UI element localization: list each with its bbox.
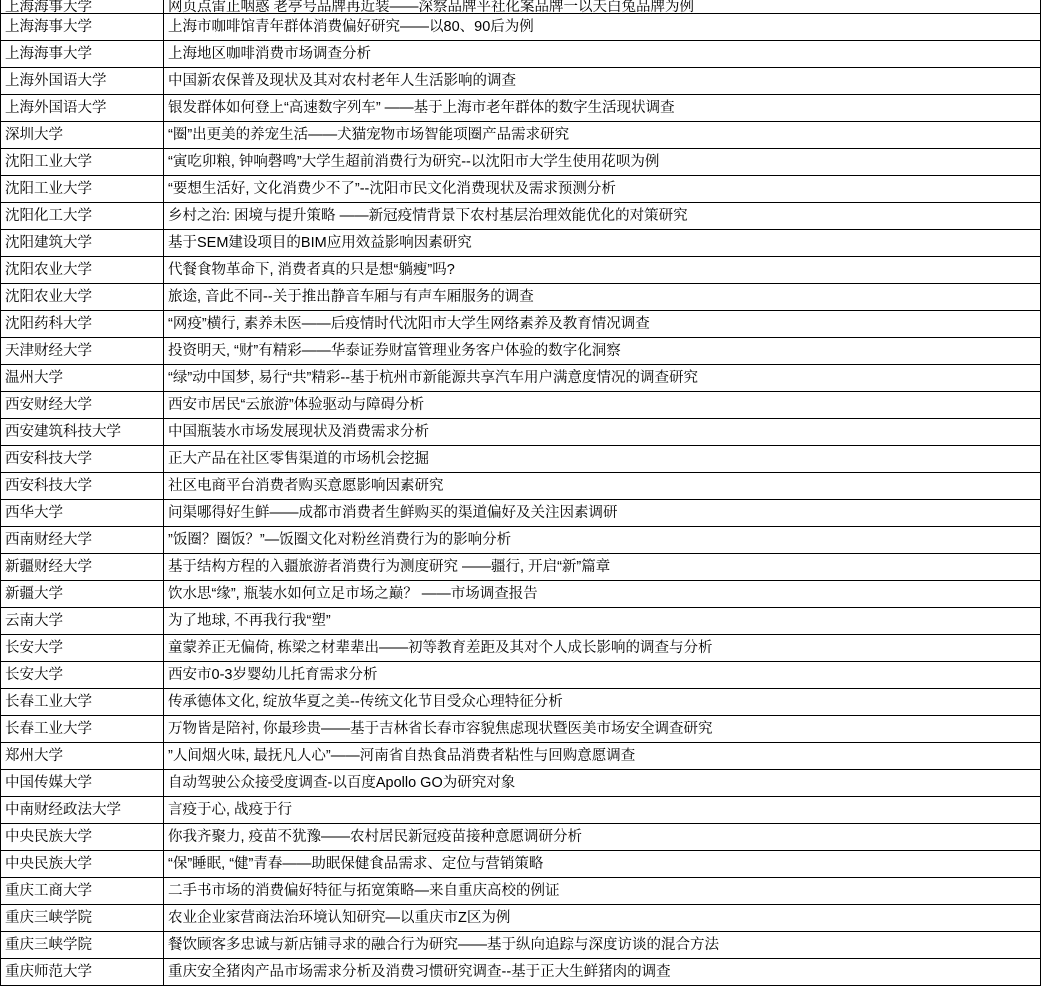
cell-title-text: 网页点雷止咽惑 老亭号品牌再近装——深察品牌平社化案品牌一以天白兔品牌为例 <box>168 0 695 15</box>
cell-school[interactable]: 重庆师范大学 <box>1 959 164 986</box>
cell-title[interactable]: “绿”动中国梦, 易行“共”精彩--基于杭州市新能源共享汽车用户满意度情况的调查研究 <box>164 365 1041 392</box>
table-row[interactable] <box>1 716 1041 743</box>
table-row[interactable] <box>1 14 1041 41</box>
cell-school[interactable]: 中南财经政法大学 <box>1 797 164 824</box>
table-row[interactable] <box>1 149 1041 176</box>
cell-school[interactable]: 西安财经大学 <box>1 392 164 419</box>
table-row[interactable] <box>1 878 1041 905</box>
table-row[interactable] <box>1 905 1041 932</box>
table-row[interactable] <box>1 959 1041 986</box>
cell-title[interactable]: 西安市居民“云旅游”体验驱动与障碍分析 <box>164 392 1041 419</box>
cell-school[interactable]: 沈阳化工大学 <box>1 203 164 230</box>
cell-school[interactable]: 重庆工商大学 <box>1 878 164 905</box>
cell-title[interactable]: 传承德体文化, 绽放华夏之美--传统文化节目受众心理特征分析 <box>164 689 1041 716</box>
cell-school[interactable]: 上海海事大学 <box>1 14 164 41</box>
cell-title[interactable]: ”饭圈？圈饭？”—饭圈文化对粉丝消费行为的影响分析 <box>164 527 1041 554</box>
cell-school[interactable]: 郑州大学 <box>1 743 164 770</box>
cell-title[interactable]: 基于结构方程的入疆旅游者消费行为测度研究 ——疆行, 开启“新”篇章 <box>164 554 1041 581</box>
table-row[interactable] <box>1 527 1041 554</box>
cell-school[interactable]: 西安科技大学 <box>1 446 164 473</box>
table-row[interactable] <box>1 932 1041 959</box>
cell-school[interactable]: 重庆三峡学院 <box>1 932 164 959</box>
cell-title[interactable]: 基于SEM建设项目的BIM应用效益影响因素研究 <box>164 230 1041 257</box>
cell-title[interactable]: 二手书市场的消费偏好特征与拓宽策略—来自重庆高校的例证 <box>164 878 1041 905</box>
cell-school[interactable]: 长春工业大学 <box>1 689 164 716</box>
cell-title[interactable]: “寅吃卯粮, 钟响磬鸣”大学生超前消费行为研究--以沈阳市大学生使用花呗为例 <box>164 149 1041 176</box>
cell-school[interactable]: 沈阳农业大学 <box>1 257 164 284</box>
table-row[interactable] <box>1 635 1041 662</box>
cell-school[interactable]: 沈阳药科大学 <box>1 311 164 338</box>
cell-title[interactable]: 投资明天, “财”有精彩——华泰证券财富管理业务客户体验的数字化洞察 <box>164 338 1041 365</box>
table-row[interactable] <box>1 311 1041 338</box>
cell-school[interactable]: 新疆大学 <box>1 581 164 608</box>
table-row[interactable] <box>1 284 1041 311</box>
table-row[interactable] <box>1 338 1041 365</box>
cell-title[interactable]: 社区电商平台消费者购买意愿影响因素研究 <box>164 473 1041 500</box>
table-row[interactable] <box>1 770 1041 797</box>
cell-school[interactable]: 长安大学 <box>1 662 164 689</box>
cell-title[interactable]: 餐饮顾客多忠诚与新店铺寻求的融合行为研究——基于纵向追踪与深度访谈的混合方法 <box>164 932 1041 959</box>
table-row[interactable] <box>1 41 1041 68</box>
table-row[interactable] <box>1 662 1041 689</box>
cell-title[interactable]: 中国瓶装水市场发展现状及消费需求分析 <box>164 419 1041 446</box>
table-row[interactable] <box>1 176 1041 203</box>
table-row[interactable] <box>1 446 1041 473</box>
cell-title[interactable]: 问渠哪得好生鲜——成都市消费者生鲜购买的渠道偏好及关注因素调研 <box>164 500 1041 527</box>
table-row[interactable] <box>1 365 1041 392</box>
cell-title[interactable]: 你我齐聚力, 疫苗不犹豫——农村居民新冠疫苗接种意愿调研分析 <box>164 824 1041 851</box>
table-row[interactable] <box>1 392 1041 419</box>
cell-title[interactable]: 中国新农保普及现状及其对农村老年人生活影响的调查 <box>164 68 1041 95</box>
table-row[interactable] <box>1 122 1041 149</box>
cell-title[interactable]: 自动驾驶公众接受度调查-以百度Apollo GO为研究对象 <box>164 770 1041 797</box>
cell-school[interactable]: 西华大学 <box>1 500 164 527</box>
table-row[interactable] <box>1 230 1041 257</box>
table-row[interactable] <box>1 581 1041 608</box>
table-row[interactable] <box>1 500 1041 527</box>
table-row[interactable] <box>1 554 1041 581</box>
cell-school[interactable]: 中央民族大学 <box>1 851 164 878</box>
cell-school[interactable]: 上海海事大学 <box>1 41 164 68</box>
cell-title[interactable]: “要想生活好, 文化消费少不了”--沈阳市民文化消费现状及需求预测分析 <box>164 176 1041 203</box>
cell-school[interactable]: 西安科技大学 <box>1 473 164 500</box>
cell-title[interactable]: 上海市咖啡馆青年群体消费偏好研究——以80、90后为例 <box>164 14 1041 41</box>
cell-school[interactable]: 上海外国语大学 <box>1 95 164 122</box>
cell-school[interactable]: 沈阳工业大学 <box>1 176 164 203</box>
cell-title[interactable]: “网疫”横行, 素养未医——后疫情时代沈阳市大学生网络素养及教育情况调查 <box>164 311 1041 338</box>
cell-school[interactable]: 新疆财经大学 <box>1 554 164 581</box>
cell-title[interactable]: 农业企业家营商法治环境认知研究—以重庆市Z区为例 <box>164 905 1041 932</box>
cell-school[interactable]: 西南财经大学 <box>1 527 164 554</box>
cell-title[interactable]: 乡村之治: 困境与提升策略 ——新冠疫情背景下农村基层治理效能优化的对策研究 <box>164 203 1041 230</box>
cell-title[interactable]: 上海地区咖啡消费市场调查分析 <box>164 41 1041 68</box>
cell-title[interactable]: “圈”出更美的养宠生活——犬猫宠物市场智能项圈产品需求研究 <box>164 122 1041 149</box>
cell-title[interactable]: 重庆安全猪肉产品市场需求分析及消费习惯研究调查--基于正大生鲜猪肉的调查 <box>164 959 1041 986</box>
cell-school[interactable]: 中国传媒大学 <box>1 770 164 797</box>
cell-title[interactable]: 银发群体如何登上“高速数字列车” ——基于上海市老年群体的数字生活现状调查 <box>164 95 1041 122</box>
cell-school[interactable]: 长安大学 <box>1 635 164 662</box>
table-row[interactable] <box>1 257 1041 284</box>
cell-title[interactable]: 万物皆是陪衬, 你最珍贵——基于吉林省长春市容貌焦虑现状暨医美市场安全调查研究 <box>164 716 1041 743</box>
table-body <box>1 0 1041 986</box>
cell-title[interactable]: 言疫于心, 战疫于行 <box>164 797 1041 824</box>
table-row[interactable] <box>1 95 1041 122</box>
cell-school[interactable] <box>1 0 164 14</box>
cell-title[interactable]: “保”睡眠, “健”青春——助眠保健食品需求、定位与营销策略 <box>164 851 1041 878</box>
table-row[interactable] <box>1 851 1041 878</box>
cell-title[interactable]: 饮水思“缘”, 瓶装水如何立足市场之巅？ ——市场调查报告 <box>164 581 1041 608</box>
table-row[interactable] <box>1 68 1041 95</box>
cell-school[interactable]: 云南大学 <box>1 608 164 635</box>
table-row[interactable] <box>1 743 1041 770</box>
cell-school[interactable]: 西安建筑科技大学 <box>1 419 164 446</box>
cell-title[interactable]: 旅途, 音此不同--关于推出静音车厢与有声车厢服务的调查 <box>164 284 1041 311</box>
table-row[interactable] <box>1 419 1041 446</box>
cell-title[interactable]: 为了地球, 不再我行我“塑” <box>164 608 1041 635</box>
table-row[interactable] <box>1 797 1041 824</box>
cell-school[interactable]: 长春工业大学 <box>1 716 164 743</box>
table-row[interactable] <box>1 0 1041 14</box>
cell-school[interactable]: 沈阳农业大学 <box>1 284 164 311</box>
table-row[interactable] <box>1 824 1041 851</box>
cell-school[interactable]: 天津财经大学 <box>1 338 164 365</box>
cell-school[interactable]: 沈阳工业大学 <box>1 149 164 176</box>
cell-school[interactable]: 深圳大学 <box>1 122 164 149</box>
cell-school-text: 上海海事大学 <box>5 0 92 15</box>
cell-title[interactable]: 代餐食物革命下, 消费者真的只是想“躺瘦”吗? <box>164 257 1041 284</box>
cell-school[interactable]: 上海外国语大学 <box>1 68 164 95</box>
cell-school[interactable]: 重庆三峡学院 <box>1 905 164 932</box>
table-row[interactable] <box>1 203 1041 230</box>
cell-title[interactable]: 西安市0-3岁婴幼儿托育需求分析 <box>164 662 1041 689</box>
cell-school[interactable]: 沈阳建筑大学 <box>1 230 164 257</box>
cell-school[interactable]: 中央民族大学 <box>1 824 164 851</box>
cell-title[interactable]: ”人间烟火味, 最抚凡人心”——河南省自热食品消费者粘性与回购意愿调查 <box>164 743 1041 770</box>
cell-title[interactable] <box>164 0 1041 14</box>
table-row[interactable] <box>1 689 1041 716</box>
cell-title[interactable]: 正大产品在社区零售渠道的市场机会挖掘 <box>164 446 1041 473</box>
cell-title[interactable]: 童蒙养正无偏倚, 栋梁之材辈辈出——初等教育差距及其对个人成长影响的调查与分析 <box>164 635 1041 662</box>
table-row[interactable] <box>1 473 1041 500</box>
cell-school[interactable]: 温州大学 <box>1 365 164 392</box>
table-row[interactable] <box>1 608 1041 635</box>
